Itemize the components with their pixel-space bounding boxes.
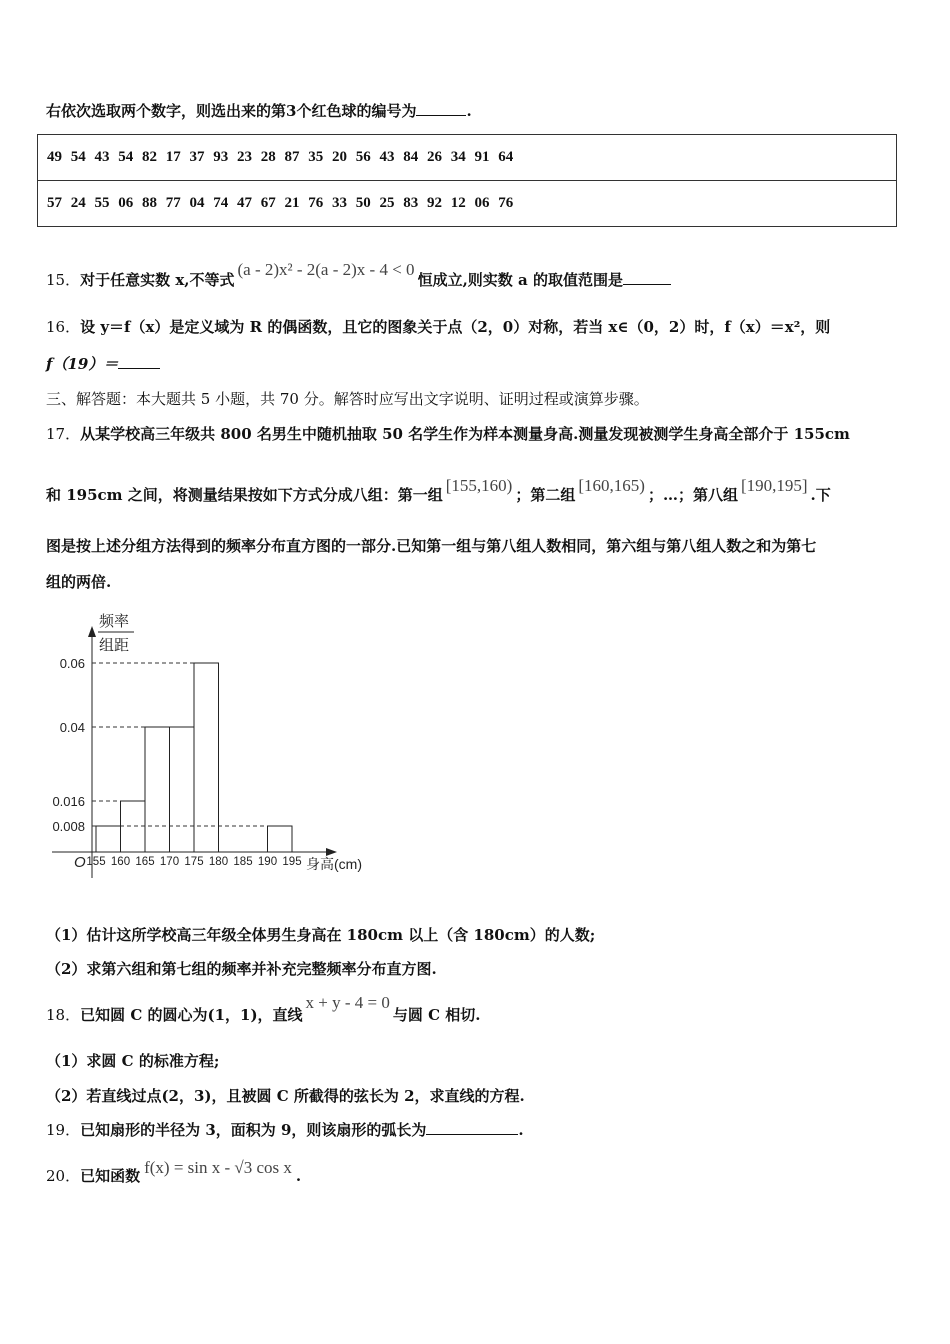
question-15: 15．对于任意实数 x,不等式(a - 2)x² - 2(a - 2)x - 4 < 0恒成立,则实数 a 的取值范围是 [46, 270, 671, 290]
histogram-bar [96, 826, 121, 852]
question-17-line4: 组的两倍. [46, 573, 112, 591]
table-row [38, 135, 897, 181]
histogram-bar [194, 663, 219, 852]
histogram-bar [145, 727, 170, 852]
x-tick-label: 195 [282, 856, 302, 868]
table-cell: 49 54 43 54 82 17 37 93 23 28 87 35 20 56 43 84 26 34 91 64 [38, 135, 897, 181]
x-axis-label: 身高(cm) [306, 856, 362, 872]
x-axis-arrow [326, 848, 337, 856]
frequency-histogram [44, 606, 394, 886]
x-tick-label: 165 [135, 856, 155, 868]
x-tick-label: 190 [257, 856, 278, 868]
answer-blank [118, 354, 160, 369]
y-axis-arrow [88, 626, 96, 637]
question-16: 16．设 y＝f（x）是定义域为 R 的偶函数，且它的图象关于点（2，0）对称，若当 x∈（0，2）时，f（x）＝x²，则 [46, 318, 831, 336]
x-tick-label: 175 [184, 856, 204, 868]
question-19: 19．已知扇形的半径为 3，面积为 9，则该扇形的弧长为 . [46, 1121, 524, 1139]
question-16-line2: f（19）＝ [46, 354, 160, 374]
question-17-line2: 和 195cm 之间，将测量结果按如下方式分成八组：第一组 [155,160) ；第二组 [160,165) ；…；第八组 [190,195] .下 [46, 476, 831, 504]
histogram-bar [170, 727, 195, 852]
formula: (a - 2)x² - 2(a - 2)x - 4 < 0 [237, 260, 415, 279]
formula: f(x) = sin x - √3 cos x [144, 1158, 292, 1177]
x-tick-label: 170 [159, 856, 180, 868]
y-tick-label: 0.06 [59, 656, 85, 671]
random-number-table [37, 134, 897, 227]
histogram-bar [268, 826, 293, 852]
origin-label: O [74, 854, 86, 871]
x-tick-label: 185 [233, 856, 253, 868]
answer-blank [426, 1120, 518, 1135]
x-tick-label: 155 [86, 856, 106, 868]
table-cell: 57 24 55 06 88 77 04 74 47 67 21 76 33 50 25 83 92 12 06 76 [38, 181, 897, 227]
question-17-line3: 图是按上述分组方法得到的频率分布直方图的一部分.已知第一组与第八组人数相同，第六组与第八组人数之和为第七 [46, 537, 817, 555]
y-tick-label: 0.04 [59, 720, 85, 735]
answer-blank [416, 101, 466, 116]
question-18-sub1: （1）求圆 C 的标准方程; [46, 1052, 220, 1070]
formula: x + y - 4 = 0 [305, 993, 390, 1012]
question-17: 17．从某学校高三年级共 800 名男生中随机抽取 50 名学生作为样本测量身高.测量发现被测学生身高全部介于 155cm [46, 425, 850, 443]
answer-blank [623, 270, 671, 285]
x-tick-label: 180 [208, 856, 229, 868]
section-heading: 三、解答题：本大题共 5 小题，共 70 分。解答时应写出文字说明、证明过程或演算步骤。 [46, 390, 649, 408]
y-axis-label-top: 频率 [99, 613, 130, 630]
y-tick-label: 0.008 [52, 819, 85, 834]
question-17-sub1: （1）估计这所学校高三年级全体男生身高在 180cm 以上（含 180cm）的人数; [46, 926, 596, 944]
question-20: 20．已知函数 f(x) = sin x - √3 cos x . [46, 1158, 302, 1185]
question-17-sub2: （2）求第六组和第七组的频率并补充完整频率分布直方图. [46, 960, 437, 978]
x-tick-label: 160 [110, 856, 131, 868]
table-row [38, 181, 897, 227]
question-18-sub2: （2）若直线过点(2，3)，且被圆 C 所截得的弦长为 2，求直线的方程. [46, 1087, 525, 1105]
question-18: 18．已知圆 C 的圆心为(1，1)，直线x + y - 4 = 0与圆 C 相切. [46, 993, 481, 1024]
q14-text: 右依次选取两个数字，则选出来的第3个红色球的编号为 . [46, 102, 472, 120]
y-tick-label: 0.016 [52, 794, 85, 809]
y-axis-label-bottom: 组距 [99, 637, 130, 654]
